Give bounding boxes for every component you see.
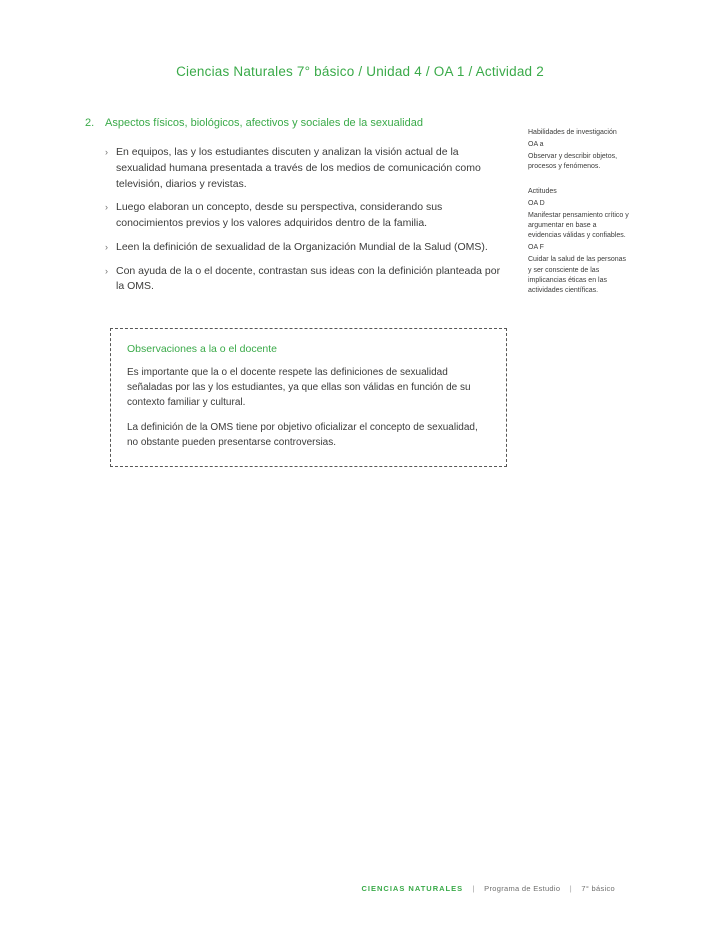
footer-separator: | xyxy=(472,884,475,893)
footer-brand: CIENCIAS NATURALES xyxy=(361,884,464,893)
sidebar-note: Observar y describir objetos, procesos y fenómenos. xyxy=(528,153,618,171)
section-heading xyxy=(85,117,515,129)
page-title: Ciencias Naturales 7° básico / Unidad 4 / OA 1 / Actividad 2 xyxy=(176,64,544,79)
page-footer xyxy=(0,884,615,893)
list-item xyxy=(105,264,503,296)
note-box-paragraph: La definición de la OMS tiene por objetivo oficializar el concepto de sexualidad, no obstante pueden presentarse controversias. xyxy=(127,422,478,448)
bullet-marker-icon: › xyxy=(105,202,108,213)
note-box-paragraph: Es importante que la o el docente respete las definiciones de sexualidad señaladas por las y los estudiantes, ya que ellas son válidas en función de su contexto familiar y cultural. xyxy=(127,367,471,408)
footer-program: Programa de Estudio xyxy=(484,884,561,893)
sidebar-note: OA D xyxy=(528,199,545,207)
sidebar-note: Habilidades de investigación xyxy=(528,129,617,136)
sidebar-note: Cuidar la salud de las personas y ser consciente de las implicancias éticas en las actividades científicas. xyxy=(528,256,627,294)
list-item xyxy=(105,240,503,256)
section-heading-text: Aspectos físicos, biológicos, afectivos y sociales de la sexualidad xyxy=(105,117,423,129)
bullet-marker-icon: › xyxy=(105,265,108,276)
section-number: 2. xyxy=(85,117,95,129)
bullet-marker-icon: › xyxy=(105,147,108,157)
list-item-text: Luego elaboran un concepto, desde su perspectiva, considerando sus conocimientos previos y los valores adquiridos dentro de la familia. xyxy=(116,201,443,229)
list-item xyxy=(105,145,503,192)
list-item-text: Con ayuda de la o el docente, contrastan sus ideas con la definición planteada por la OMS. xyxy=(116,264,501,293)
note-box-title: Observaciones a la o el docente xyxy=(127,343,278,355)
sidebar-note: Manifestar pensamiento crítico y argumentar en base a evidencias válidas y confiables. xyxy=(528,211,629,240)
sidebar-note: Actitudes xyxy=(528,187,557,195)
activity-steps-list xyxy=(105,145,503,303)
sidebar-note: OA F xyxy=(528,244,544,252)
list-item-text: Leen la definición de sexualidad de la Organización Mundial de la Salud (OMS). xyxy=(116,240,488,253)
list-item-text: En equipos, las y los estudiantes discuten y analizan la visión actual de la sexualidad humana presentada a través de los medios de comunicación como televisión, diarios y revistas. xyxy=(116,146,481,190)
footer-grade: 7° básico xyxy=(581,884,615,893)
teacher-observations-box xyxy=(110,328,507,467)
list-item xyxy=(105,200,503,232)
sidebar-note: OA a xyxy=(528,141,544,149)
margin-notes xyxy=(528,128,630,298)
footer-separator: | xyxy=(569,884,572,893)
bullet-marker-icon: › xyxy=(105,241,108,252)
